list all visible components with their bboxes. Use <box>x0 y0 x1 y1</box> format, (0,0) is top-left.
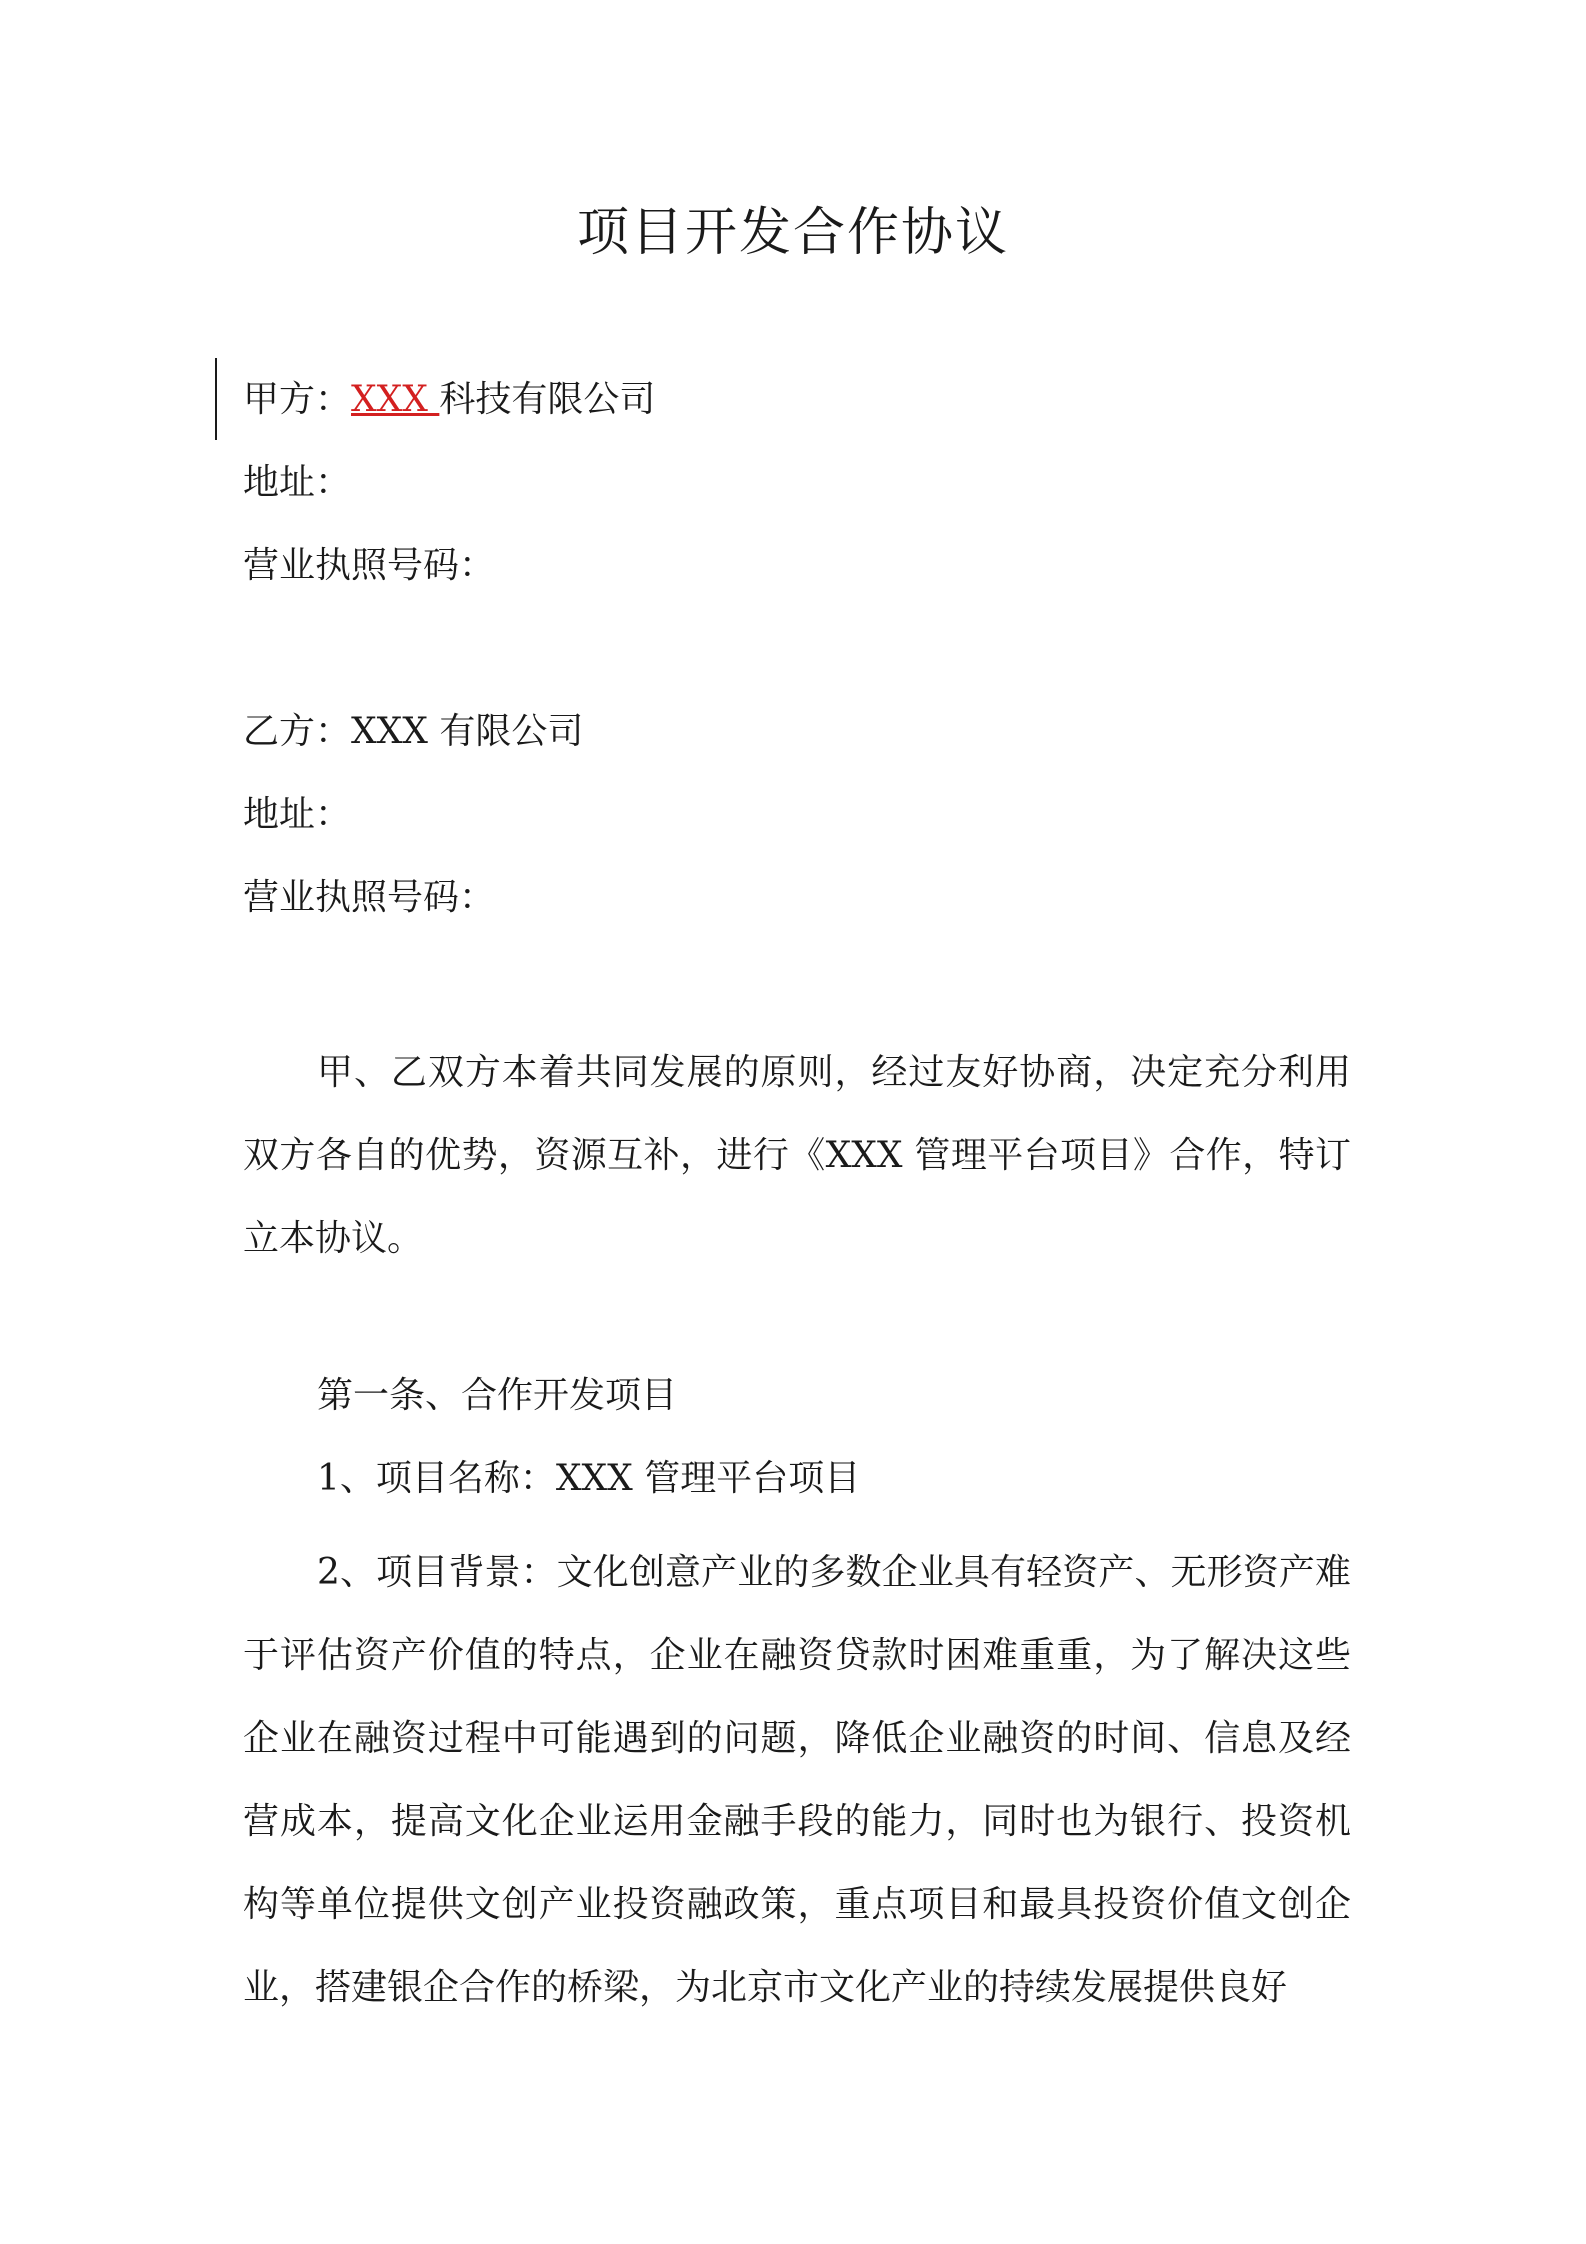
party-b-address: 地址： <box>243 794 352 835</box>
party-b-license: 营业执照号码： <box>243 877 496 918</box>
party-a-name-highlight: XXX <box>351 379 440 420</box>
revision-marker <box>215 358 217 440</box>
article-1-item-1: 1、项目名称：XXX 管理平台项目 <box>317 1458 861 1499</box>
party-b-line <box>243 707 583 757</box>
party-a-address: 地址： <box>243 462 352 503</box>
document-title: 项目开发合作协议 <box>576 203 1009 263</box>
article-1-heading: 第一条、合作开发项目 <box>317 1375 678 1416</box>
party-b-name: XXX 有限公司 <box>351 711 584 752</box>
party-a-line <box>243 375 655 425</box>
party-a-label: 甲方： <box>243 379 352 420</box>
article-1-item-2: 2、项目背景：文化创意产业的多数企业具有轻资产、无形资产难于评估资产价值的特点，企业在融资贷款时困难重重，为了解决这些企业在融资过程中可能遇到的问题，降低企业融资的时间、信息及经营成本，提高文化企业运用金融手段的能力，同时也为银行、投资机构等单位提供文创产业投资融政策，重点项目和最具投资价值文创企业，搭建银企合作的桥梁，为北京市文化产业的持续发展提供良好 <box>243 1552 1351 2008</box>
party-a-name: 科技有限公司 <box>439 379 656 420</box>
intro-paragraph: 甲、乙双方本着共同发展的原则，经过友好协商，决定充分利用双方各自的优势，资源互补，进行《XXX 管理平台项目》合作，特订立本协议。 <box>243 1052 1351 1259</box>
party-b-label: 乙方： <box>243 711 352 752</box>
party-a-license: 营业执照号码： <box>243 545 496 586</box>
